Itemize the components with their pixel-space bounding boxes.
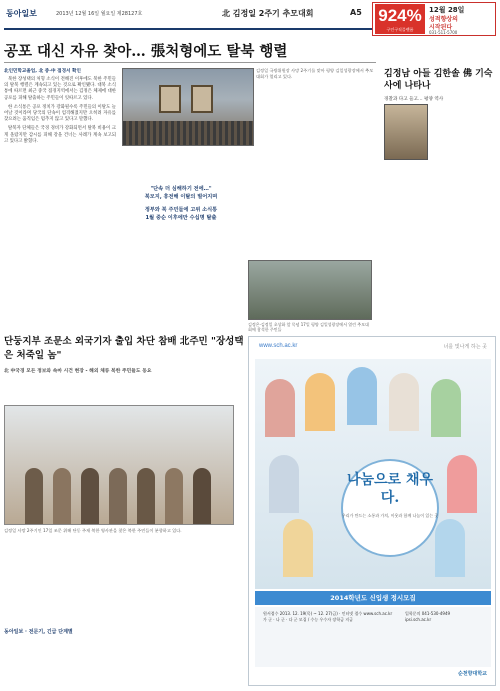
portrait-image xyxy=(159,85,181,113)
group-photo-caption: 김정일 사망 2주기인 17일 조문 위해 단둥 주재 북한 영사관을 찾은 북한 주민들이 분향하고 있다. xyxy=(4,528,182,533)
side-article-photo xyxy=(384,104,428,160)
person-figure xyxy=(81,468,99,524)
ad-contact-line[interactable]: ipsi.sch.ac.kr xyxy=(405,617,432,622)
student-figure xyxy=(347,367,377,425)
ad-line-2: 성적향상의 xyxy=(429,16,458,23)
ad-phone: 031-511-5700 xyxy=(429,30,458,35)
student-figure xyxy=(265,379,295,437)
person-figure xyxy=(137,468,155,524)
ad-big-sub: 구인구직플랫폼 xyxy=(386,27,414,32)
pull-quote-line: 정부와 북 주민들에 고위 소식통 xyxy=(144,207,218,213)
inset-photo xyxy=(248,260,372,320)
headline-rule xyxy=(4,62,376,63)
student-figure xyxy=(269,455,299,513)
person-figure xyxy=(165,468,183,524)
ad-big-number: 924% xyxy=(375,4,425,34)
university-advertisement[interactable] xyxy=(248,336,496,686)
student-figure xyxy=(431,379,461,437)
ad-tagline: 너를 빛나게 하는 곳 xyxy=(443,344,487,350)
article-paragraph: 탈북자 단체들은 국경 경비가 강화되면서 탈북 비용이 크게 올랐지만 감시를 피해 강을 건너는 사례가 계속 보고되고 있다고 밝혔다. xyxy=(4,126,116,144)
side-article-sub: 경찰과 다고 들고… 평양 역사 xyxy=(384,97,444,102)
pull-quote xyxy=(122,186,240,222)
ad-info-panel xyxy=(255,607,491,667)
main-article-body xyxy=(4,77,116,145)
student-figure xyxy=(435,519,465,577)
person-figure xyxy=(193,468,211,524)
page-number: A5 xyxy=(350,8,362,17)
main-headline: 공포 대신 자유 찾아… 張처형에도 탈북 행렬 xyxy=(4,43,288,60)
section-title: 北 김정일 2주기 추모대회 xyxy=(222,9,314,18)
student-figure xyxy=(283,519,313,577)
student-figure xyxy=(447,455,477,513)
issue-date: 2013년 12월 16일 월요일 제28127호 xyxy=(56,11,143,17)
top-advertisement[interactable] xyxy=(372,2,496,36)
university-logo: 순천향대학교 xyxy=(458,671,487,677)
group-photo xyxy=(4,405,234,525)
student-figure xyxy=(389,373,419,431)
memorial-photo xyxy=(122,68,254,146)
portrait-image xyxy=(191,85,213,113)
ad-line-3: 시작된다 xyxy=(429,24,453,31)
inset-photo-caption: 김정은·김정일 초상화 앞 묵념 17일 평양 김일성광장에서 열린 추모대회에 참석한 주민들 xyxy=(248,322,369,333)
crowd-image xyxy=(123,121,253,145)
ad-info-right xyxy=(405,611,485,623)
person-figure xyxy=(53,468,71,524)
ad-date: 12월 28일 xyxy=(429,6,465,14)
student-figure xyxy=(305,373,335,431)
article-paragraph: 한 소식통은 공포 정치가 강화될수록 주민들의 이탈도 늘어날 것이라며 당국의 단속이 엄격해졌지만 오히려 자유를 찾으려는 움직임은 멈추지 않고 있다고 말했다. xyxy=(4,104,116,123)
ad-info-line: 원서접수 2013. 12. 19(목) ~ 12. 27(금) · 인터넷 접수 www.sch.ac.kr xyxy=(263,611,393,616)
newspaper-logo: 동아일보 xyxy=(6,9,37,18)
ad-info-left xyxy=(263,611,393,623)
ad-contact-line: 입학문의 041-530-4949 xyxy=(405,611,451,616)
pull-quote-line: "단속 더 심해하기 전에…" xyxy=(150,186,212,192)
person-figure xyxy=(109,468,127,524)
main-article-byline: 北인민학교졸업, 北 중·中 접경서 확인 xyxy=(4,69,81,74)
person-figure xyxy=(25,468,43,524)
ad-info-line: 가 군 · 나 군 · 다 군 모집 / 수능 우수자 장학금 지급 xyxy=(263,617,353,622)
ad-admission-banner[interactable]: 2014학년도 신입생 정시모집 xyxy=(255,591,491,605)
ad-slogan: 나눔으로 채우다. xyxy=(346,472,434,506)
memorial-photo-caption: 김정일 국방위원장 사망 2주기를 맞아 평양 김일성광장에서 추모대회가 열리고 있다. xyxy=(256,68,374,79)
mid-article-sub: 北 中국경 모든 정보와 속마 시건 현장 - 해외 체류 북한 주민들도 동요 xyxy=(4,369,152,374)
pull-quote-line: 1월 중순 이후에만 수십명 탈출 xyxy=(145,214,217,221)
main-article-column xyxy=(4,68,116,330)
mid-article-headline: 단둥지부 조문소 외국기자 출입 차단 참배 北주민 "장성택은 처죽일 놈" xyxy=(4,336,244,361)
side-article-headline: 김정남 아들 김한솔 佛 기숙사에 나타나 xyxy=(384,69,493,91)
footer-headline: 동아일보 · 전문기, 긴급 단계별 xyxy=(4,629,73,635)
ad-slogan-sub: 우리가 만드는 소통과 가치, 이웃과 함께 나눔이 있는 곳 xyxy=(341,513,439,518)
article-paragraph: 북한 장성택의 처형 소식이 전해진 이후에도 북한 주민들의 탈북 행렬은 계속되고 있는 것으로 확인됐다. 대북 소식통에 따르면 최근 중국 접경지역에서는 김정은 체제에 대한 공포를 피해 탈출하는 주민들이 잇따르고 있다. xyxy=(4,77,116,101)
ad-url[interactable]: www.sch.ac.kr xyxy=(259,343,298,349)
pull-quote-line: 북모지, 휴전해 이탈의 벌어지며 xyxy=(144,193,218,200)
